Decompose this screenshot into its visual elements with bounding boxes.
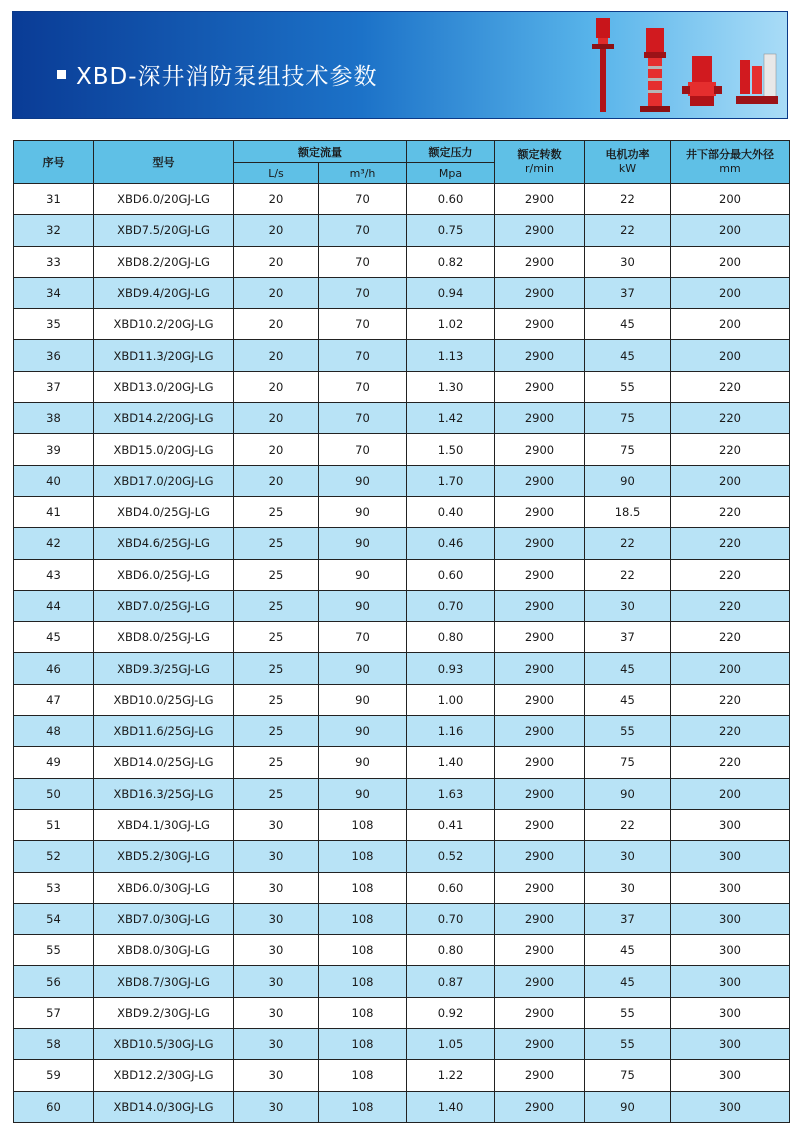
flow-ls-cell: 30 [234, 841, 319, 872]
pressure-cell: 1.42 [407, 403, 495, 434]
speed-cell: 2900 [495, 465, 585, 496]
speed-cell: 2900 [495, 684, 585, 715]
flow-ls-cell: 25 [234, 778, 319, 809]
diameter-cell: 200 [671, 309, 790, 340]
table-body [14, 184, 790, 1123]
speed-cell: 2900 [495, 966, 585, 997]
diameter-cell: 300 [671, 1091, 790, 1122]
table-row [14, 277, 790, 308]
seq-cell: 50 [14, 778, 94, 809]
power-cell: 75 [585, 1060, 671, 1091]
pressure-cell: 0.70 [407, 903, 495, 934]
diameter-cell: 300 [671, 903, 790, 934]
flow-ls-cell: 30 [234, 809, 319, 840]
table-row [14, 1029, 790, 1060]
square-bullet-icon [57, 70, 66, 79]
flow-ls-cell: 20 [234, 246, 319, 277]
seq-cell: 60 [14, 1091, 94, 1122]
flow-m3h-cell: 70 [319, 340, 407, 371]
flow-ls-cell: 20 [234, 371, 319, 402]
seq-cell: 58 [14, 1029, 94, 1060]
seq-cell: 56 [14, 966, 94, 997]
vertical-multistage-pump-image [640, 28, 670, 112]
model-cell: XBD4.1/30GJ-LG [94, 809, 234, 840]
pressure-cell: 0.52 [407, 841, 495, 872]
flow-m3h-cell: 70 [319, 309, 407, 340]
column-header-pressure-unit: Mpa [407, 163, 495, 184]
seq-cell: 57 [14, 997, 94, 1028]
model-cell: XBD7.0/30GJ-LG [94, 903, 234, 934]
table-row [14, 1091, 790, 1122]
flow-ls-cell: 30 [234, 997, 319, 1028]
flow-ls-cell: 30 [234, 1060, 319, 1091]
table-row [14, 966, 790, 997]
seq-cell: 38 [14, 403, 94, 434]
column-header-flow-unit-m3h: m³/h [319, 163, 407, 184]
diameter-cell: 220 [671, 684, 790, 715]
power-cell: 55 [585, 997, 671, 1028]
pressure-cell: 1.40 [407, 747, 495, 778]
flow-m3h-cell: 70 [319, 371, 407, 402]
diameter-cell: 200 [671, 778, 790, 809]
power-cell: 45 [585, 966, 671, 997]
column-header-pressure: 额定压力 [407, 141, 495, 163]
model-cell: XBD8.7/30GJ-LG [94, 966, 234, 997]
table-row [14, 184, 790, 215]
flow-ls-cell: 20 [234, 184, 319, 215]
flow-ls-cell: 25 [234, 528, 319, 559]
speed-cell: 2900 [495, 809, 585, 840]
speed-cell: 2900 [495, 716, 585, 747]
table-row [14, 590, 790, 621]
model-cell: XBD6.0/20GJ-LG [94, 184, 234, 215]
diameter-cell: 200 [671, 465, 790, 496]
power-cell: 18.5 [585, 496, 671, 527]
seq-cell: 34 [14, 277, 94, 308]
seq-cell: 39 [14, 434, 94, 465]
column-header-speed [495, 141, 585, 184]
model-cell: XBD9.3/25GJ-LG [94, 653, 234, 684]
model-cell: XBD16.3/25GJ-LG [94, 778, 234, 809]
seq-cell: 59 [14, 1060, 94, 1091]
speed-cell: 2900 [495, 747, 585, 778]
flow-ls-cell: 30 [234, 1029, 319, 1060]
diameter-cell: 300 [671, 997, 790, 1028]
pressure-cell: 0.92 [407, 997, 495, 1028]
flow-ls-cell: 30 [234, 1091, 319, 1122]
column-header-diameter-label: 井下部分最大外径 [686, 148, 774, 161]
pressure-cell: 0.93 [407, 653, 495, 684]
speed-cell: 2900 [495, 935, 585, 966]
model-cell: XBD4.0/25GJ-LG [94, 496, 234, 527]
flow-m3h-cell: 90 [319, 559, 407, 590]
table-row [14, 309, 790, 340]
flow-ls-cell: 25 [234, 747, 319, 778]
diameter-cell: 200 [671, 184, 790, 215]
power-cell: 30 [585, 872, 671, 903]
power-cell: 37 [585, 903, 671, 934]
flow-m3h-cell: 90 [319, 465, 407, 496]
speed-cell: 2900 [495, 559, 585, 590]
diameter-cell: 220 [671, 747, 790, 778]
pressure-cell: 1.00 [407, 684, 495, 715]
flow-m3h-cell: 70 [319, 277, 407, 308]
pressure-cell: 1.16 [407, 716, 495, 747]
pump-unit-with-cabinet-image [736, 54, 778, 104]
pressure-cell: 1.70 [407, 465, 495, 496]
flow-ls-cell: 25 [234, 622, 319, 653]
page-title-text: XBD-深井消防泵组技术参数 [76, 64, 378, 90]
seq-cell: 52 [14, 841, 94, 872]
pressure-cell: 1.50 [407, 434, 495, 465]
flow-m3h-cell: 90 [319, 590, 407, 621]
table-row [14, 1060, 790, 1091]
flow-m3h-cell: 70 [319, 246, 407, 277]
flow-m3h-cell: 108 [319, 1091, 407, 1122]
table-row [14, 997, 790, 1028]
seq-cell: 31 [14, 184, 94, 215]
model-cell: XBD11.3/20GJ-LG [94, 340, 234, 371]
table-row [14, 653, 790, 684]
flow-m3h-cell: 90 [319, 684, 407, 715]
flow-m3h-cell: 108 [319, 997, 407, 1028]
column-header-power [585, 141, 671, 184]
speed-cell: 2900 [495, 841, 585, 872]
model-cell: XBD5.2/30GJ-LG [94, 841, 234, 872]
seq-cell: 40 [14, 465, 94, 496]
speed-cell: 2900 [495, 184, 585, 215]
pressure-cell: 1.13 [407, 340, 495, 371]
pressure-cell: 1.22 [407, 1060, 495, 1091]
flow-m3h-cell: 108 [319, 903, 407, 934]
model-cell: XBD10.5/30GJ-LG [94, 1029, 234, 1060]
seq-cell: 54 [14, 903, 94, 934]
model-cell: XBD8.0/30GJ-LG [94, 935, 234, 966]
diameter-cell: 200 [671, 653, 790, 684]
seq-cell: 45 [14, 622, 94, 653]
speed-cell: 2900 [495, 340, 585, 371]
table-row [14, 716, 790, 747]
flow-ls-cell: 25 [234, 716, 319, 747]
pressure-cell: 0.80 [407, 622, 495, 653]
pressure-cell: 0.82 [407, 246, 495, 277]
speed-cell: 2900 [495, 1091, 585, 1122]
power-cell: 75 [585, 434, 671, 465]
flow-m3h-cell: 90 [319, 653, 407, 684]
diameter-cell: 220 [671, 622, 790, 653]
model-cell: XBD7.0/25GJ-LG [94, 590, 234, 621]
speed-cell: 2900 [495, 215, 585, 246]
speed-cell: 2900 [495, 622, 585, 653]
model-cell: XBD6.0/30GJ-LG [94, 872, 234, 903]
table-row [14, 778, 790, 809]
diameter-cell: 220 [671, 371, 790, 402]
model-cell: XBD10.2/20GJ-LG [94, 309, 234, 340]
technical-parameters-table [13, 140, 790, 1123]
power-cell: 22 [585, 559, 671, 590]
flow-ls-cell: 20 [234, 403, 319, 434]
model-cell: XBD14.0/25GJ-LG [94, 747, 234, 778]
flow-ls-cell: 20 [234, 215, 319, 246]
fire-pump-product-images [578, 16, 778, 116]
seq-cell: 53 [14, 872, 94, 903]
pressure-cell: 0.60 [407, 559, 495, 590]
column-header-diameter [671, 141, 790, 184]
flow-ls-cell: 30 [234, 903, 319, 934]
flow-m3h-cell: 108 [319, 841, 407, 872]
power-cell: 55 [585, 1029, 671, 1060]
table-row [14, 872, 790, 903]
table-row [14, 903, 790, 934]
diameter-cell: 220 [671, 403, 790, 434]
pressure-cell: 1.02 [407, 309, 495, 340]
flow-m3h-cell: 108 [319, 809, 407, 840]
speed-cell: 2900 [495, 903, 585, 934]
speed-cell: 2900 [495, 496, 585, 527]
table-row [14, 434, 790, 465]
diameter-cell: 220 [671, 590, 790, 621]
model-cell: XBD11.6/25GJ-LG [94, 716, 234, 747]
speed-cell: 2900 [495, 434, 585, 465]
pressure-cell: 0.41 [407, 809, 495, 840]
power-cell: 30 [585, 590, 671, 621]
flow-ls-cell: 25 [234, 496, 319, 527]
flow-ls-cell: 20 [234, 277, 319, 308]
flow-m3h-cell: 90 [319, 528, 407, 559]
seq-cell: 42 [14, 528, 94, 559]
power-cell: 45 [585, 935, 671, 966]
seq-cell: 44 [14, 590, 94, 621]
diameter-cell: 300 [671, 1060, 790, 1091]
flow-m3h-cell: 70 [319, 215, 407, 246]
diameter-cell: 220 [671, 434, 790, 465]
deep-well-pump-image [592, 18, 614, 112]
power-cell: 90 [585, 1091, 671, 1122]
column-header-model: 型号 [94, 141, 234, 184]
model-cell: XBD7.5/20GJ-LG [94, 215, 234, 246]
power-cell: 45 [585, 684, 671, 715]
seq-cell: 37 [14, 371, 94, 402]
page-title [57, 58, 378, 91]
column-header-diameter-unit: mm [719, 162, 741, 175]
flow-ls-cell: 30 [234, 872, 319, 903]
power-cell: 22 [585, 184, 671, 215]
column-header-power-unit: kW [618, 162, 637, 175]
table-row [14, 371, 790, 402]
diameter-cell: 300 [671, 809, 790, 840]
pressure-cell: 0.40 [407, 496, 495, 527]
pressure-cell: 0.94 [407, 277, 495, 308]
flow-ls-cell: 25 [234, 559, 319, 590]
table-row [14, 340, 790, 371]
column-header-flow: 额定流量 [234, 141, 407, 163]
table-row [14, 215, 790, 246]
seq-cell: 33 [14, 246, 94, 277]
flow-m3h-cell: 90 [319, 716, 407, 747]
diameter-cell: 220 [671, 716, 790, 747]
power-cell: 22 [585, 528, 671, 559]
model-cell: XBD13.0/20GJ-LG [94, 371, 234, 402]
flow-m3h-cell: 70 [319, 403, 407, 434]
table-row [14, 747, 790, 778]
pipeline-pump-image [682, 56, 722, 106]
column-header-speed-label: 额定转数 [517, 148, 562, 161]
diameter-cell: 300 [671, 841, 790, 872]
seq-cell: 32 [14, 215, 94, 246]
power-cell: 37 [585, 622, 671, 653]
model-cell: XBD14.2/20GJ-LG [94, 403, 234, 434]
model-cell: XBD12.2/30GJ-LG [94, 1060, 234, 1091]
pressure-cell: 0.75 [407, 215, 495, 246]
power-cell: 45 [585, 309, 671, 340]
table-row [14, 935, 790, 966]
table-row [14, 246, 790, 277]
table-row [14, 403, 790, 434]
pressure-cell: 0.70 [407, 590, 495, 621]
diameter-cell: 200 [671, 215, 790, 246]
power-cell: 55 [585, 371, 671, 402]
seq-cell: 47 [14, 684, 94, 715]
diameter-cell: 200 [671, 277, 790, 308]
speed-cell: 2900 [495, 246, 585, 277]
table-row [14, 809, 790, 840]
flow-ls-cell: 30 [234, 935, 319, 966]
model-cell: XBD15.0/20GJ-LG [94, 434, 234, 465]
seq-cell: 49 [14, 747, 94, 778]
column-header-seq: 序号 [14, 141, 94, 184]
header-banner [12, 11, 788, 119]
power-cell: 22 [585, 215, 671, 246]
speed-cell: 2900 [495, 1029, 585, 1060]
power-cell: 37 [585, 277, 671, 308]
speed-cell: 2900 [495, 309, 585, 340]
power-cell: 22 [585, 809, 671, 840]
flow-ls-cell: 20 [234, 465, 319, 496]
diameter-cell: 220 [671, 528, 790, 559]
speed-cell: 2900 [495, 277, 585, 308]
speed-cell: 2900 [495, 653, 585, 684]
pressure-cell: 0.46 [407, 528, 495, 559]
seq-cell: 46 [14, 653, 94, 684]
flow-m3h-cell: 90 [319, 747, 407, 778]
power-cell: 75 [585, 747, 671, 778]
flow-m3h-cell: 108 [319, 872, 407, 903]
seq-cell: 36 [14, 340, 94, 371]
power-cell: 90 [585, 465, 671, 496]
table-row [14, 496, 790, 527]
speed-cell: 2900 [495, 1060, 585, 1091]
flow-m3h-cell: 70 [319, 184, 407, 215]
flow-ls-cell: 20 [234, 434, 319, 465]
power-cell: 30 [585, 841, 671, 872]
seq-cell: 55 [14, 935, 94, 966]
seq-cell: 43 [14, 559, 94, 590]
speed-cell: 2900 [495, 403, 585, 434]
model-cell: XBD17.0/20GJ-LG [94, 465, 234, 496]
power-cell: 30 [585, 246, 671, 277]
flow-ls-cell: 25 [234, 590, 319, 621]
column-header-flow-unit-ls: L/s [234, 163, 319, 184]
flow-ls-cell: 20 [234, 309, 319, 340]
seq-cell: 41 [14, 496, 94, 527]
diameter-cell: 220 [671, 496, 790, 527]
model-cell: XBD10.0/25GJ-LG [94, 684, 234, 715]
diameter-cell: 300 [671, 1029, 790, 1060]
pressure-cell: 0.60 [407, 872, 495, 903]
seq-cell: 48 [14, 716, 94, 747]
seq-cell: 35 [14, 309, 94, 340]
flow-m3h-cell: 108 [319, 935, 407, 966]
pressure-cell: 1.63 [407, 778, 495, 809]
table-row [14, 622, 790, 653]
power-cell: 55 [585, 716, 671, 747]
table-row [14, 528, 790, 559]
flow-m3h-cell: 108 [319, 1029, 407, 1060]
model-cell: XBD8.2/20GJ-LG [94, 246, 234, 277]
table-row [14, 684, 790, 715]
flow-m3h-cell: 108 [319, 966, 407, 997]
flow-m3h-cell: 90 [319, 778, 407, 809]
flow-m3h-cell: 90 [319, 496, 407, 527]
diameter-cell: 200 [671, 340, 790, 371]
power-cell: 75 [585, 403, 671, 434]
seq-cell: 51 [14, 809, 94, 840]
diameter-cell: 300 [671, 966, 790, 997]
diameter-cell: 200 [671, 246, 790, 277]
pressure-cell: 0.87 [407, 966, 495, 997]
column-header-power-label: 电机功率 [605, 148, 650, 161]
flow-ls-cell: 20 [234, 340, 319, 371]
flow-ls-cell: 30 [234, 966, 319, 997]
model-cell: XBD9.4/20GJ-LG [94, 277, 234, 308]
model-cell: XBD14.0/30GJ-LG [94, 1091, 234, 1122]
flow-m3h-cell: 70 [319, 434, 407, 465]
speed-cell: 2900 [495, 778, 585, 809]
power-cell: 45 [585, 340, 671, 371]
pressure-cell: 0.80 [407, 935, 495, 966]
flow-ls-cell: 25 [234, 684, 319, 715]
flow-ls-cell: 25 [234, 653, 319, 684]
flow-m3h-cell: 108 [319, 1060, 407, 1091]
power-cell: 45 [585, 653, 671, 684]
column-header-speed-unit: r/min [525, 162, 554, 175]
pressure-cell: 1.40 [407, 1091, 495, 1122]
model-cell: XBD9.2/30GJ-LG [94, 997, 234, 1028]
pressure-cell: 0.60 [407, 184, 495, 215]
model-cell: XBD8.0/25GJ-LG [94, 622, 234, 653]
diameter-cell: 300 [671, 935, 790, 966]
speed-cell: 2900 [495, 371, 585, 402]
model-cell: XBD4.6/25GJ-LG [94, 528, 234, 559]
power-cell: 90 [585, 778, 671, 809]
table-row [14, 841, 790, 872]
pressure-cell: 1.05 [407, 1029, 495, 1060]
diameter-cell: 220 [671, 559, 790, 590]
speed-cell: 2900 [495, 872, 585, 903]
speed-cell: 2900 [495, 590, 585, 621]
table-row [14, 559, 790, 590]
table-row [14, 465, 790, 496]
diameter-cell: 300 [671, 872, 790, 903]
speed-cell: 2900 [495, 528, 585, 559]
speed-cell: 2900 [495, 997, 585, 1028]
flow-m3h-cell: 70 [319, 622, 407, 653]
pressure-cell: 1.30 [407, 371, 495, 402]
model-cell: XBD6.0/25GJ-LG [94, 559, 234, 590]
